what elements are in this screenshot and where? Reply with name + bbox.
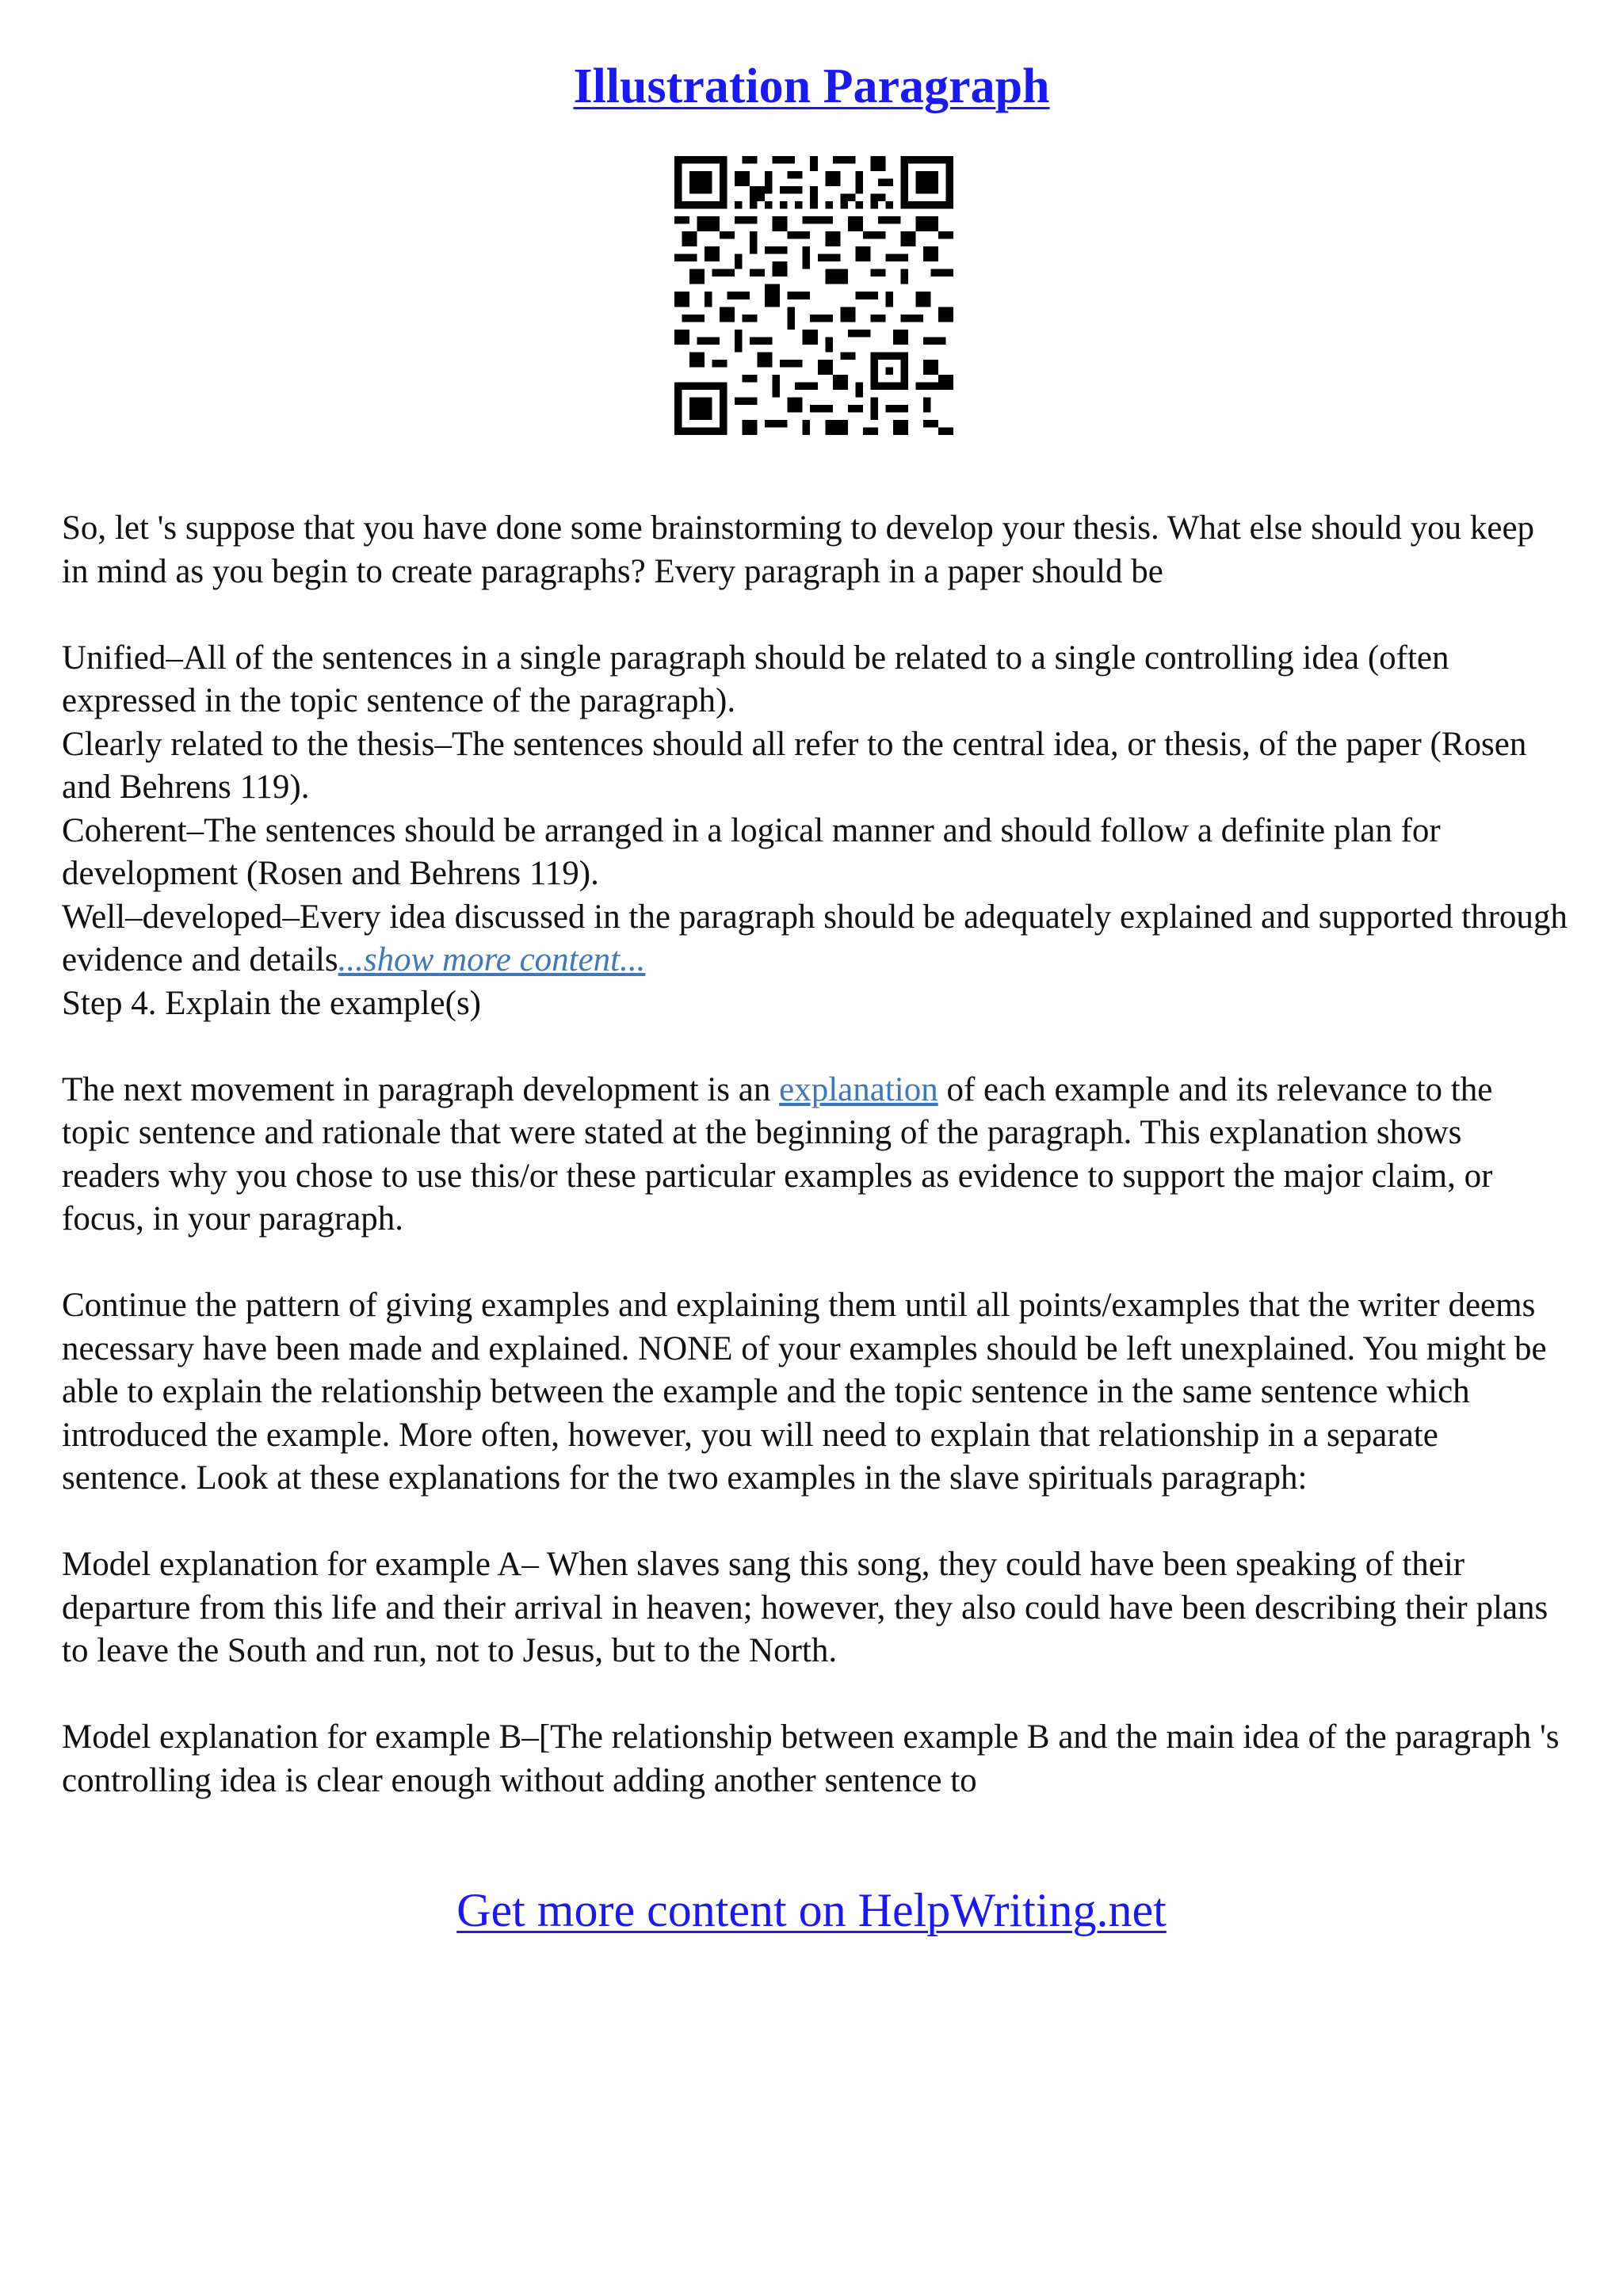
page-title — [0, 57, 1623, 116]
model-a-paragraph: Model explanation for example A– When slaves sang this song, they could have been speaking of their departure from this life and their arrival in heaven; however, they also could have been describing their plans to leave the South and run, not to Jesus, but to the North. — [62, 1546, 1549, 1669]
article-body — [62, 507, 1568, 1846]
well-developed-text: Well–developed–Every idea discussed in the paragraph should be adequately explained and supported through evidence and details — [62, 898, 1568, 978]
next-movement-text-before: The next movement in paragraph development is an — [62, 1070, 780, 1108]
explanation-link[interactable]: explanation — [779, 1070, 938, 1108]
next-movement-paragraph — [62, 1069, 1568, 1241]
step-4-heading: Step 4. Explain the example(s) — [62, 984, 481, 1022]
title-link[interactable]: Illustration Paragraph — [573, 59, 1050, 113]
criterion-unified: Unified–All of the sentences in a single paragraph should be related to a single controlling idea (often expressed in the topic sentence of the paragraph). — [62, 639, 1449, 719]
continue-paragraph: Continue the pattern of giving examples and explaining them until all points/examples that the writer deems necessary have been made and explained. NONE of your examples should be left unexplained. You might be able to explain the relationship between the example and the topic sentence in the same sentence which introduced the example. More often, however, you will need to explain that relationship in a separate sentence. Look at these explanations for the two examples in the slave spirituals paragraph: — [62, 1287, 1547, 1497]
criterion-coherent: Coherent–The sentences should be arranged in a logical manner and should follow a definite plan for development (Rosen and Behrens 119). — [62, 811, 1441, 892]
footer-link[interactable]: Get more content on HelpWriting.net — [456, 1884, 1167, 1936]
criterion-thesis: Clearly related to the thesis–The sentences should all refer to the central idea, or thesis, of the paper (Rosen and Behrens 119). — [62, 725, 1527, 806]
criterion-well-developed — [62, 896, 1568, 982]
show-more-link[interactable]: ...show more content... — [338, 941, 646, 978]
next-movement-text-after: of each example and its relevance to the topic sentence and rationale that were stated at the beginning of the paragraph. This explanation shows readers why you chose to use this/or these particular examples as evidence to support the major claim, or focus, in your paragraph. — [62, 1070, 1493, 1238]
intro-paragraph: So, let 's suppose that you have done some brainstorming to develop your thesis. What else should you keep in mind as you begin to create paragraphs? Every paragraph in a paper should be — [62, 509, 1535, 590]
qr-code-icon — [674, 156, 953, 435]
footer — [0, 1882, 1623, 1939]
model-b-paragraph: Model explanation for example B–[The relationship between example B and the main idea of the paragraph 's controlling idea is clear enough without adding another sentence to — [62, 1718, 1560, 1799]
